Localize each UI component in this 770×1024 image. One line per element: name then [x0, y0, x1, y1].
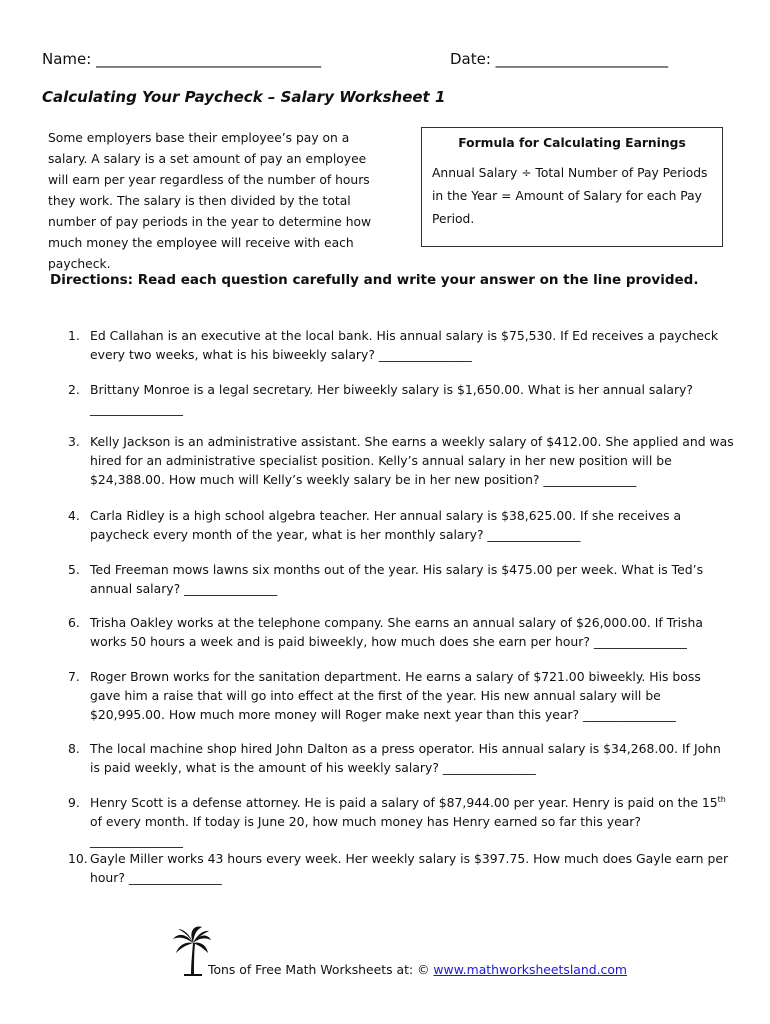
question-text — [90, 793, 734, 850]
question-text: The local machine shop hired John Dalton as a press operator. His annual salary is $34,268.00. If John is paid weekly, what is the amount of his weekly salary? _______________ — [90, 741, 721, 775]
question-number: 5. — [68, 562, 80, 577]
formula-text: Annual Salary ÷ Total Number of Pay Periods in the Year = Amount of Salary for each Pay Period. — [432, 166, 708, 226]
question-number: 10. — [68, 851, 88, 866]
question-text: Kelly Jackson is an administrative assistant. She earns a weekly salary of $412.00. She applied and was hired for an administrative specialist position. Kelly’s annual salary in her new position will be $24,388.00. How much will Kelly’s weekly salary be in her new position? _______________ — [90, 434, 734, 487]
formula-box — [421, 127, 723, 247]
palm-tree-icon — [172, 925, 212, 977]
question-number: 7. — [68, 669, 80, 684]
question-number: 6. — [68, 615, 80, 630]
question-number: 1. — [68, 328, 80, 343]
question-number: 8. — [68, 741, 80, 756]
question-number: 2. — [68, 382, 80, 397]
question-number: 9. — [68, 795, 80, 810]
footer-link[interactable]: www.mathworksheetsland.com — [433, 962, 628, 977]
question-text: Carla Ridley is a high school algebra teacher. Her annual salary is $38,625.00. If she receives a paycheck every month of the year, what is her monthly salary? _______________ — [90, 508, 682, 542]
formula-title: Formula for Calculating Earnings — [458, 136, 686, 150]
question-number: 4. — [68, 508, 80, 523]
question-text: Trisha Oakley works at the telephone company. She earns an annual salary of $26,000.00. If Trisha works 50 hours a week and is paid biweekly, how much does she earn per hour? _______________ — [90, 615, 703, 649]
question-text-part: Henry Scott is a defense attorney. He is paid a salary of $87,944.00 per year. Henry is paid on the 15 — [90, 795, 718, 810]
worksheet-title: Calculating Your Paycheck – Salary Worksheet 1 — [42, 88, 446, 106]
footer-label: Tons of Free Math Worksheets at: © — [208, 962, 434, 977]
footer-text — [208, 962, 627, 977]
ordinal-suffix: th — [717, 794, 726, 804]
question-number: 3. — [68, 434, 80, 449]
question-text: Ed Callahan is an executive at the local bank. His annual salary is $75,530. If Ed receives a paycheck every two weeks, what is his biweekly salary? _______________ — [90, 328, 719, 362]
name-field: Name: ______________________________ — [42, 50, 322, 68]
question-text: Brittany Monroe is a legal secretary. Her biweekly salary is $1,650.00. What is her annual salary? _______________ — [90, 382, 693, 416]
question-text-part: of every month. If today is June 20, how much money has Henry earned so far this year? _______________ — [90, 814, 641, 848]
question-text: Ted Freeman mows lawns six months out of the year. His salary is $475.00 per week. What is Ted’s annual salary? _______________ — [90, 562, 704, 596]
question-text: Roger Brown works for the sanitation department. He earns a salary of $721.00 biweekly. His boss gave him a raise that will go into effect at the first of the year. His new annual salary will be $20,995.00. How much more money will Roger make next year than this year? _______________ — [90, 669, 701, 722]
header-row — [42, 50, 732, 72]
date-field: Date: _______________________ — [450, 50, 669, 68]
directions: Directions: Read each question carefully and write your answer on the line provided. — [50, 272, 699, 288]
question-text: Gayle Miller works 43 hours every week. Her weekly salary is $397.75. How much does Gayle earn per hour? _______________ — [90, 851, 729, 885]
intro-paragraph: Some employers base their employee’s pay on a salary. A salary is a set amount of pay an employee will earn per year regardless of the number of hours they work. The salary is then divided by the total number of pay periods in the year to determine how much money the employee will receive with each paycheck. — [48, 131, 372, 271]
footer — [172, 925, 632, 985]
